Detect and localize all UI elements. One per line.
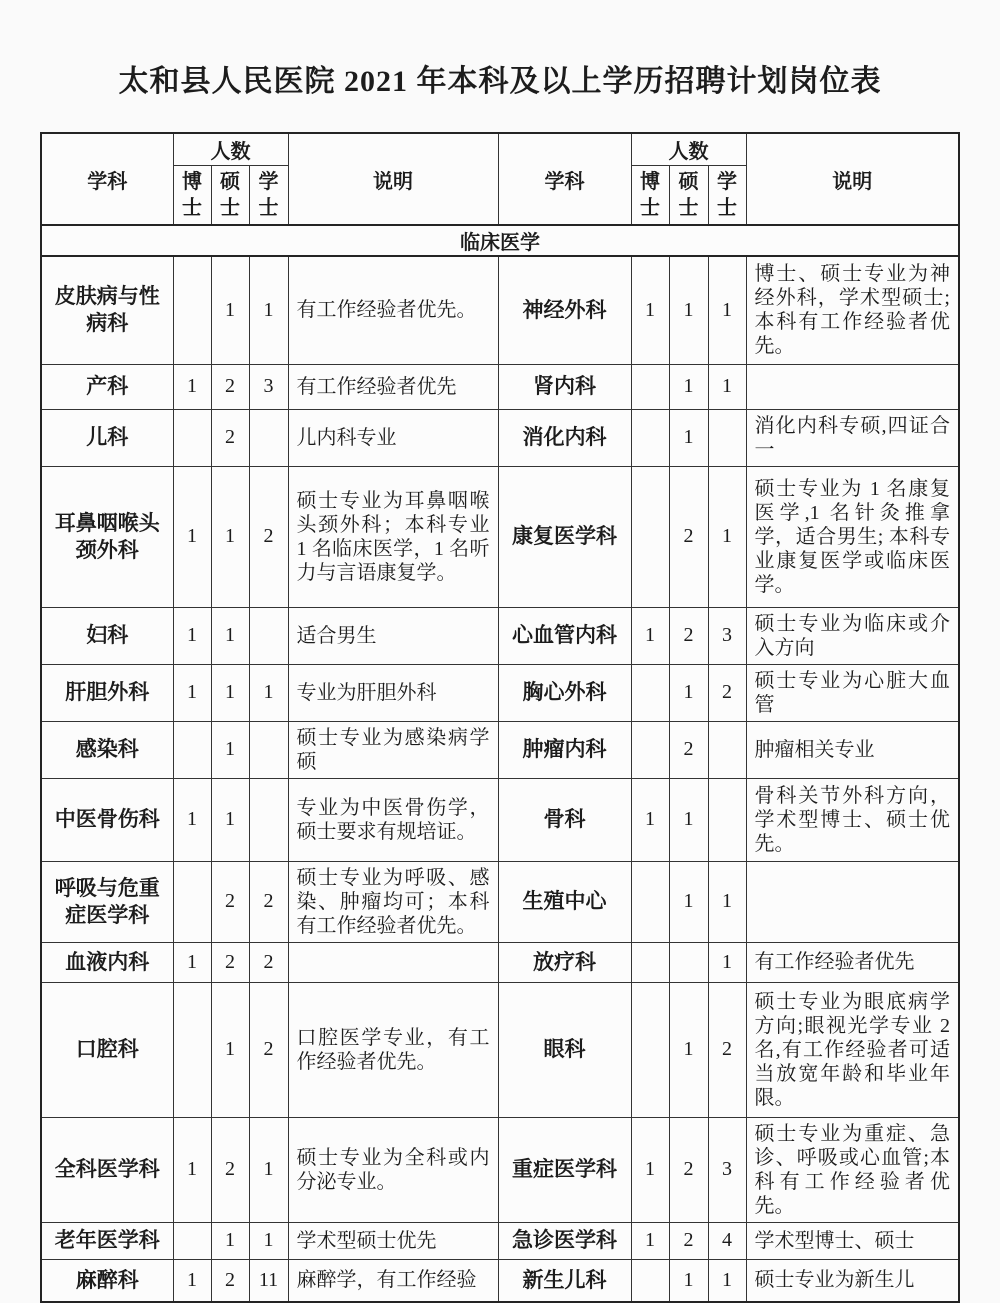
subject-cell: 新生儿科 [498,1259,631,1302]
master-count-cell: 1 [669,409,708,466]
phd-count-cell: 1 [631,1222,669,1259]
count-header-right: 人数 [631,133,746,166]
phd-count-cell: 1 [173,778,211,861]
master-count-cell: 1 [669,982,708,1117]
subject-header-right: 学科 [498,133,631,225]
master-count-cell: 2 [211,861,249,942]
note-cell: 有工作经验者优先。 [288,256,498,364]
count-header-left: 人数 [173,133,288,166]
subject-cell: 感染科 [41,721,173,778]
section-row [41,225,959,256]
bachelor-count-cell: 2 [249,466,288,607]
subject-cell: 儿科 [41,409,173,466]
subject-cell: 生殖中心 [498,861,631,942]
note-cell: 硕士专业为眼底病学方向;眼视光学专业 2 名,有工作经验者可适当放宽年龄和毕业年限。 [746,982,959,1117]
subject-cell: 呼吸与危重症医学科 [41,861,173,942]
note-cell: 博士、硕士专业为神经外科，学术型硕士;本科有工作经验者优先。 [746,256,959,364]
bachelor-header-left: 学士 [249,166,288,226]
subject-cell: 神经外科 [498,256,631,364]
page-title: 太和县人民医院 2021 年本科及以上学历招聘计划岗位表 [118,65,882,98]
note-cell: 硕士专业为呼吸、感染、肿瘤均可；本科有工作经验者优先。 [288,861,498,942]
master-count-cell: 1 [669,778,708,861]
subject-cell: 肿瘤内科 [498,721,631,778]
master-count-cell: 1 [211,256,249,364]
subject-cell: 口腔科 [41,982,173,1117]
phd-header-left: 博士 [173,166,211,226]
bachelor-count-cell: 2 [708,982,746,1117]
section-header: 临床医学 [41,225,959,256]
subject-cell: 全科医学科 [41,1117,173,1222]
phd-count-cell [631,1259,669,1302]
bachelor-count-cell: 3 [708,607,746,664]
note-cell: 麻醉学，有工作经验 [288,1259,498,1302]
note-cell: 硕士专业为感染病学硕 [288,721,498,778]
master-count-cell: 1 [669,664,708,721]
note-header-right: 说明 [746,133,959,225]
header-row-top [41,133,959,166]
master-count-cell: 1 [211,721,249,778]
phd-count-cell: 1 [631,607,669,664]
phd-count-cell: 1 [173,1259,211,1302]
phd-count-cell [631,982,669,1117]
master-count-cell: 1 [669,861,708,942]
master-count-cell [669,942,708,982]
bachelor-count-cell [249,607,288,664]
phd-count-cell [173,1222,211,1259]
master-count-cell: 2 [211,942,249,982]
note-cell: 口腔医学专业，有工作经验者优先。 [288,982,498,1117]
phd-count-cell [173,861,211,942]
bachelor-count-cell: 2 [249,982,288,1117]
table-row [41,664,959,721]
phd-count-cell: 1 [631,778,669,861]
subject-cell: 放疗科 [498,942,631,982]
note-cell: 专业为肝胆外科 [288,664,498,721]
master-count-cell: 1 [211,664,249,721]
table-row [41,1259,959,1302]
master-count-cell: 1 [669,364,708,409]
subject-cell: 肾内科 [498,364,631,409]
bachelor-count-cell: 3 [708,1117,746,1222]
bachelor-count-cell: 2 [249,942,288,982]
master-count-cell: 2 [211,1117,249,1222]
master-count-cell: 2 [211,364,249,409]
master-count-cell: 1 [211,607,249,664]
master-count-cell: 1 [211,466,249,607]
subject-cell: 麻醉科 [41,1259,173,1302]
note-cell: 学术型博士、硕士 [746,1222,959,1259]
bachelor-count-cell: 2 [708,664,746,721]
table-row [41,364,959,409]
master-count-cell: 1 [669,256,708,364]
bachelor-count-cell: 3 [249,364,288,409]
table-row [41,778,959,861]
subject-cell: 妇科 [41,607,173,664]
note-cell [746,861,959,942]
subject-cell: 消化内科 [498,409,631,466]
note-cell: 专业为中医骨伤学，硕士要求有规培证。 [288,778,498,861]
note-cell: 儿内科专业 [288,409,498,466]
bachelor-count-cell: 1 [249,664,288,721]
note-cell: 适合男生 [288,607,498,664]
note-cell: 硕士专业为心脏大血管 [746,664,959,721]
table-row [41,942,959,982]
subject-cell: 中医骨伤科 [41,778,173,861]
subject-cell: 老年医学科 [41,1222,173,1259]
master-count-cell: 2 [211,1259,249,1302]
bachelor-header-right: 学士 [708,166,746,226]
note-cell: 肿瘤相关专业 [746,721,959,778]
note-cell: 骨科关节外科方向，学术型博士、硕士优先。 [746,778,959,861]
phd-count-cell: 1 [173,607,211,664]
subject-cell: 康复医学科 [498,466,631,607]
table-row [41,861,959,942]
master-count-cell: 2 [669,721,708,778]
subject-cell: 产科 [41,364,173,409]
subject-header-left: 学科 [41,133,173,225]
bachelor-count-cell [249,778,288,861]
phd-count-cell: 1 [173,664,211,721]
subject-cell: 骨科 [498,778,631,861]
bachelor-count-cell [708,409,746,466]
bachelor-count-cell: 1 [249,1222,288,1259]
phd-count-cell: 1 [173,364,211,409]
master-count-cell: 2 [669,607,708,664]
table-row [41,607,959,664]
bachelor-count-cell: 1 [249,1117,288,1222]
master-count-cell: 2 [669,1117,708,1222]
master-count-cell: 1 [669,1259,708,1302]
phd-count-cell [631,364,669,409]
subject-cell: 皮肤病与性病科 [41,256,173,364]
note-cell: 硕士专业为新生儿 [746,1259,959,1302]
phd-count-cell: 1 [631,1117,669,1222]
bachelor-count-cell: 1 [708,364,746,409]
table-row [41,1117,959,1222]
bachelor-count-cell [249,409,288,466]
phd-count-cell [631,466,669,607]
bachelor-count-cell [708,778,746,861]
master-count-cell: 1 [211,778,249,861]
note-cell: 硕士专业为全科或内分泌专业。 [288,1117,498,1222]
bachelor-count-cell: 1 [708,942,746,982]
note-cell: 消化内科专硕,四证合一 [746,409,959,466]
recruitment-table [40,132,960,1303]
phd-count-cell [631,721,669,778]
note-cell: 学术型硕士优先 [288,1222,498,1259]
master-count-cell: 2 [211,409,249,466]
phd-count-cell [173,409,211,466]
subject-cell: 胸心外科 [498,664,631,721]
table-row [41,409,959,466]
subject-cell: 眼科 [498,982,631,1117]
note-cell: 硕士专业为 1 名康复医学,1 名针灸推拿学，适合男生; 本科专业康复医学或临床医学。 [746,466,959,607]
note-cell: 有工作经验者优先 [288,364,498,409]
subject-cell: 急诊医学科 [498,1222,631,1259]
table-row [41,256,959,364]
note-cell: 硕士专业为耳鼻咽喉头颈外科；本科专业 1 名临床医学，1 名听力与言语康复学。 [288,466,498,607]
phd-count-cell: 1 [173,942,211,982]
note-cell: 硕士专业为重症、急诊、呼吸或心血管;本科有工作经验者优先。 [746,1117,959,1222]
phd-count-cell [173,982,211,1117]
phd-count-cell [173,721,211,778]
note-header-left: 说明 [288,133,498,225]
phd-count-cell [631,861,669,942]
table-row [41,982,959,1117]
phd-count-cell [631,409,669,466]
master-count-cell: 2 [669,1222,708,1259]
phd-count-cell: 1 [631,256,669,364]
bachelor-count-cell: 1 [708,1259,746,1302]
phd-count-cell [631,664,669,721]
subject-cell: 血液内科 [41,942,173,982]
phd-count-cell: 1 [173,466,211,607]
table-row [41,466,959,607]
phd-count-cell [631,942,669,982]
bachelor-count-cell: 1 [249,256,288,364]
phd-header-right: 博士 [631,166,669,226]
master-header-left: 硕士 [211,166,249,226]
subject-cell: 肝胆外科 [41,664,173,721]
subject-cell: 耳鼻咽喉头颈外科 [41,466,173,607]
bachelor-count-cell [249,721,288,778]
master-header-right: 硕士 [669,166,708,226]
table-row [41,721,959,778]
phd-count-cell: 1 [173,1117,211,1222]
bachelor-count-cell: 1 [708,256,746,364]
master-count-cell: 1 [211,1222,249,1259]
bachelor-count-cell: 1 [708,861,746,942]
table-row [41,1222,959,1259]
note-cell [288,942,498,982]
phd-count-cell [173,256,211,364]
bachelor-count-cell: 1 [708,466,746,607]
subject-cell: 重症医学科 [498,1117,631,1222]
note-cell: 硕士专业为临床或介入方向 [746,607,959,664]
bachelor-count-cell: 11 [249,1259,288,1302]
note-cell: 有工作经验者优先 [746,942,959,982]
master-count-cell: 2 [669,466,708,607]
subject-cell: 心血管内科 [498,607,631,664]
bachelor-count-cell: 2 [249,861,288,942]
note-cell [746,364,959,409]
bachelor-count-cell [708,721,746,778]
bachelor-count-cell: 4 [708,1222,746,1259]
master-count-cell: 1 [211,982,249,1117]
